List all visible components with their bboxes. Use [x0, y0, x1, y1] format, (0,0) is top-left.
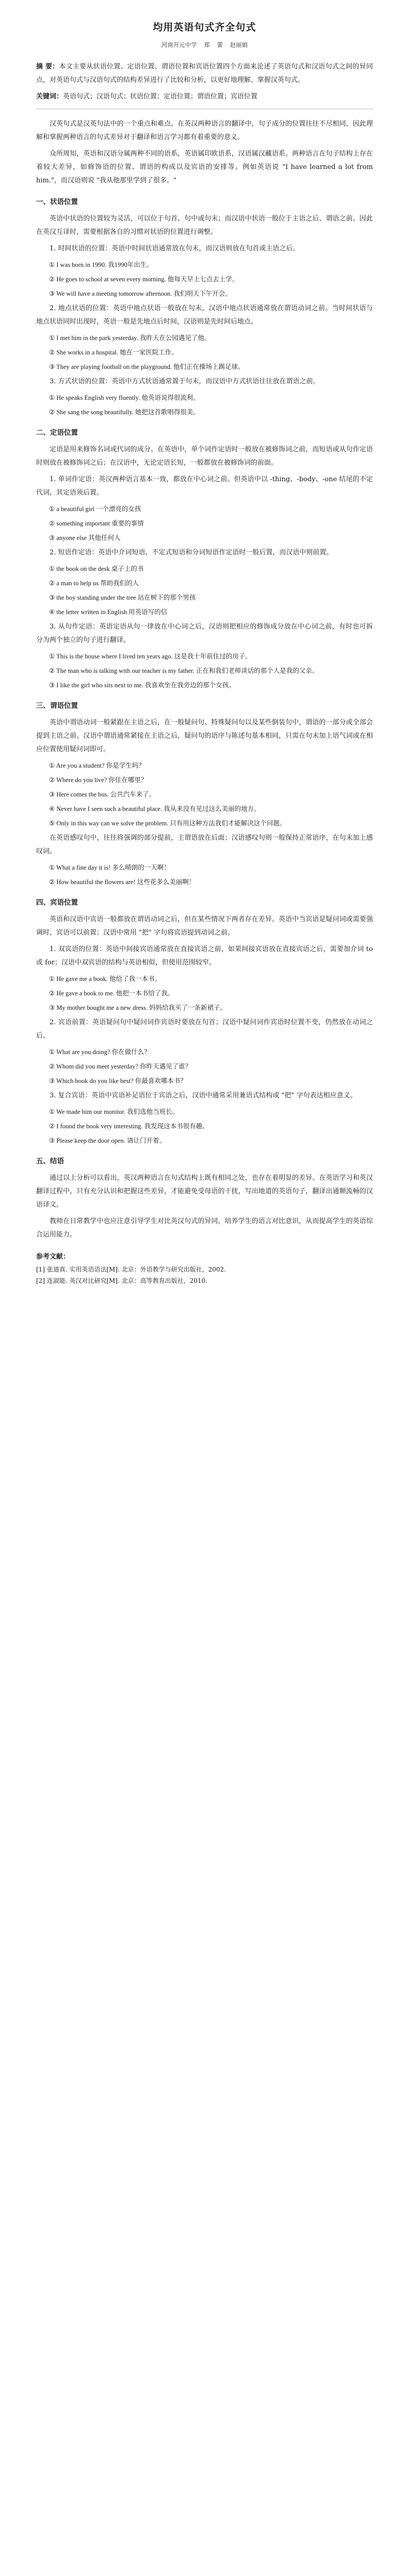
article-body — [36, 117, 373, 1242]
example-sentence: ① I met him in the park yesterday. 我昨天在公园遇见了他。 — [49, 334, 211, 342]
body-paragraph: 1. 双宾语的位置：英语中间接宾语通常放在直接宾语之前，如果间接宾语放在直接宾语之后，需要加介词 to 或 for；汉语中双宾语的结构与英语相似，但使用范围较窄。 — [36, 945, 373, 967]
section — [36, 1016, 373, 1087]
sections-container — [36, 195, 373, 1242]
example-sentence: ② Whom did you meet yesterday? 你昨天遇见了谁？ — [49, 1063, 192, 1070]
example-sentence: ① This is the house where I lived ten years ago. 这是我十年前住过的房子。 — [49, 653, 252, 660]
example-sentence: ① a beautiful girl 一个漂亮的女孩 — [49, 505, 141, 513]
example-sentence: ① What a fine day it is! 多么晴朗的一天啊！ — [49, 864, 170, 871]
section — [36, 195, 373, 300]
body-paragraph: 1. 时间状语的位置：英语中时间状语通常放在句末，而汉语则放在句首或主语之后。 — [50, 245, 300, 252]
example-sentence: ② He goes to school at seven every morning. 他每天早上七点去上学。 — [49, 276, 239, 283]
example-sentence: ③ My mother bought me a new dress. 妈妈给我买了一条新裙子。 — [49, 1004, 227, 1011]
abstract-label: 摘 要： — [36, 63, 59, 71]
document-title: 均用英语句式齐全句式 — [153, 22, 256, 33]
reference-item: [1] 张道真. 实用英语语法[M]. 北京：外语教学与研究出版社，2002. — [36, 1266, 226, 1273]
section — [36, 1089, 373, 1147]
example-sentence: ③ I like the girl who sits next to me. 我喜欢坐在我旁边的那个女孩。 — [49, 682, 235, 689]
section-heading: 五、结语 — [36, 1157, 64, 1165]
example-sentence: ⑤ Only in this way can we solve the problem. 只有用这种方法我们才能解决这个问题。 — [49, 820, 286, 827]
section-heading: 四、宾语位置 — [36, 899, 78, 907]
example-sentence: ③ They are playing football on the playground. 他们正在操场上踢足球。 — [49, 363, 244, 370]
example-sentence: ④ the letter written in English 用英语写的信 — [49, 608, 168, 616]
example-sentence: ② She works in a hospital. 她在一家医院工作。 — [49, 349, 178, 356]
example-sentence: ② I found the book very interesting. 我发现这本书很有趣。 — [49, 1123, 209, 1130]
section — [36, 699, 373, 829]
example-sentence: ② Where do you live? 你住在哪里？ — [49, 776, 148, 784]
example-sentence: ④ Never have I seen such a beautiful place. 我从来没有见过这么美丽的地方。 — [49, 805, 260, 812]
example-sentence: ③ Here comes the bus. 公共汽车来了。 — [49, 791, 156, 798]
section — [36, 895, 373, 1014]
author-byline: 河南开元中学 郑 蕾 赵丽娟 — [161, 41, 248, 48]
body-paragraph: 英语中谓语动词一般紧跟在主语之后，在一般疑问句、特殊疑问句以及某些倒装句中，谓语的一部分或全部会提到主语之前。汉语中谓语通常紧接在主语之后，疑问句的语序与陈述句基本相同，只需在句末加上语气词或在相应位置使用疑问词即可。 — [36, 719, 373, 753]
example-sentence: ③ Please keep the door open. 请让门开着。 — [49, 1137, 166, 1144]
section-heading: 一、状语位置 — [36, 198, 78, 206]
section-heading: 三、谓语位置 — [36, 702, 78, 710]
section — [36, 375, 373, 418]
body-paragraph: 3. 从句作定语：英语定语从句一律放在中心词之后，汉语则把相应的修饰成分放在中心词之前，有时也可拆分为两个独立的句子进行翻译。 — [36, 623, 373, 644]
body-paragraph: 2. 宾语前置：英语疑问句中疑问词作宾语时要放在句首；汉语中疑问词作宾语时位置不变，仍然放在动词之后。 — [36, 1019, 373, 1040]
section — [36, 546, 373, 618]
abstract-text: 本文主要从状语位置、定语位置、谓语位置和宾语位置四个方面来论述了英语句式和汉语句式之间的异同点，对英语句式与汉语句式的结构差异进行了比较和分析，以更好地理解、掌握汉英句式。 — [36, 63, 373, 84]
example-sentence: ① I was born in 1990. 我1990年出生。 — [49, 261, 153, 268]
abstract — [36, 60, 373, 87]
references-label: 参考文献： — [36, 1253, 70, 1261]
example-sentence: ① We made him our monitor. 我们选他当班长。 — [49, 1108, 179, 1115]
example-sentence: ② The man who is talking with our teacher is my father. 正在和我们老师谈话的那个人是我的父亲。 — [49, 667, 319, 674]
body-paragraph: 1. 单词作定语：英汉两种语言基本一致，都放在中心词之前。但英语中以 -thing、-body、-one 结尾的不定代词，其定语须后置。 — [36, 476, 373, 497]
keywords-label: 关键词： — [36, 93, 63, 100]
body-paragraph: 众所周知，英语和汉语分属两种不同的语系，英语属印欧语系，汉语属汉藏语系。两种语言在句子结构上存在着较大差异，如修饰语的位置、谓语的构成以及宾语的安排等。例如英语说 "I have learned a lot from him."，而汉语则说 "我从他那里学到了很多。" — [36, 150, 373, 184]
example-sentence: ③ Which book do you like best? 你最喜欢哪本书？ — [49, 1077, 187, 1084]
example-sentence: ② He gave a book to me. 他把一本书给了我。 — [49, 990, 174, 997]
section — [36, 426, 373, 544]
body-paragraph: 通过以上分析可以看出，英汉两种语言在句式结构上既有相同之处，也存在着明显的差异。在英语学习和英汉翻译过程中，只有充分认识和把握这些差异，才能避免受母语的干扰，写出地道的英语句子，翻译出通顺流畅的汉语译文。 — [36, 1174, 373, 1209]
example-sentence: ③ We will have a meeting tomorrow afternoon. 我们明天下午开会。 — [49, 290, 232, 297]
example-sentence: ③ the boy standing under the tree 站在树下的那个男孩 — [49, 594, 196, 601]
reference-item: [2] 连淑能. 英汉对比研究[M]. 北京：高等教育出版社，2010. — [36, 1277, 208, 1284]
example-sentence: ② something important 重要的事情 — [49, 520, 144, 527]
body-paragraph: 2. 短语作定语：英语中介词短语、不定式短语和分词短语作定语时一般后置，而汉语中则前置。 — [50, 549, 333, 556]
example-sentence: ① the book on the desk 桌子上的书 — [49, 565, 144, 572]
section-heading: 二、定语位置 — [36, 429, 78, 437]
section — [36, 832, 373, 888]
body-paragraph: 汉英句式是汉英句法中的一个重点和难点。在英汉两种语言的翻译中，句子成分的位置往往不尽相同，因此理解和掌握两种语言的句式差异对于翻译和语言学习都有着重要的意义。 — [36, 120, 373, 141]
body-paragraph: 英语中状语的位置较为灵活，可以位于句首、句中或句末；而汉语中状语一般位于主语之后、谓语之前。因此在英汉互译时，需要根据各自的习惯对状语的位置进行调整。 — [36, 215, 373, 236]
body-paragraph: 定语是用来修饰名词或代词的成分。在英语中，单个词作定语时一般放在被修饰词之前，而短语或从句作定语时则放在被修饰词之后；在汉语中，无论定语长短，一般都放在被修饰词的前面。 — [36, 446, 373, 467]
example-sentence: ② How beautiful the flowers are! 这些花多么美丽啊！ — [49, 878, 195, 886]
body-paragraph: 在英语感叹句中，往往将强调的部分提前，主谓语放在后面；汉语感叹句则一般保持正常语序，在句末加上感叹词。 — [36, 834, 373, 855]
keywords — [36, 90, 373, 104]
section — [36, 620, 373, 691]
example-sentence: ① He speaks English very fluently. 他英语说得很流利。 — [49, 394, 200, 401]
body-paragraph: 英语和汉语中宾语一般都放在谓语动词之后，但在某些情况下两者存在差异。英语中当宾语是疑问词或需要强调时，宾语可以前置；汉语中常用 "把" 字句将宾语提到动词之前。 — [36, 916, 373, 937]
example-sentence: ② She sang the song beautifully. 她把这首歌唱得很美。 — [49, 409, 200, 416]
example-sentence: ② a man to help us 帮助我们的人 — [49, 580, 139, 587]
example-sentence: ① He gave me a book. 他给了我一本书。 — [49, 975, 161, 982]
example-sentence: ① What are you doing? 你在做什么？ — [49, 1048, 151, 1056]
example-sentence: ① Are you a student? 你是学生吗？ — [49, 762, 145, 769]
body-paragraph: 教师在日常教学中也应注意引导学生对比英汉句式的异同，培养学生的语言对比意识，从而提高学生的英语综合运用能力。 — [36, 1217, 373, 1239]
keywords-text: 英语句式；汉语句式；状语位置；定语位置；谓语位置；宾语位置 — [63, 93, 258, 100]
body-paragraph: 3. 方式状语的位置：英语中方式状语通常置于句末，而汉语中方式状语往往放在谓语之前。 — [50, 378, 320, 385]
section — [36, 1154, 373, 1242]
reference-list — [36, 1264, 373, 1286]
section — [36, 302, 373, 373]
example-sentence: ③ anyone else 其他任何人 — [49, 534, 121, 541]
references — [36, 1251, 373, 1286]
body-paragraph: 2. 地点状语的位置：英语中地点状语一般放在句末，汉语中地点状语通常放在谓语动词之前。当时间状语与地点状语同时出现时，英语一般是先地点后时间，汉语则是先时间后地点。 — [36, 304, 373, 326]
body-paragraph: 3. 复合宾语：英语中宾语补足语位于宾语之后，汉语中通常采用兼语式结构或 "把" 字句表达相应意义。 — [50, 1092, 357, 1099]
